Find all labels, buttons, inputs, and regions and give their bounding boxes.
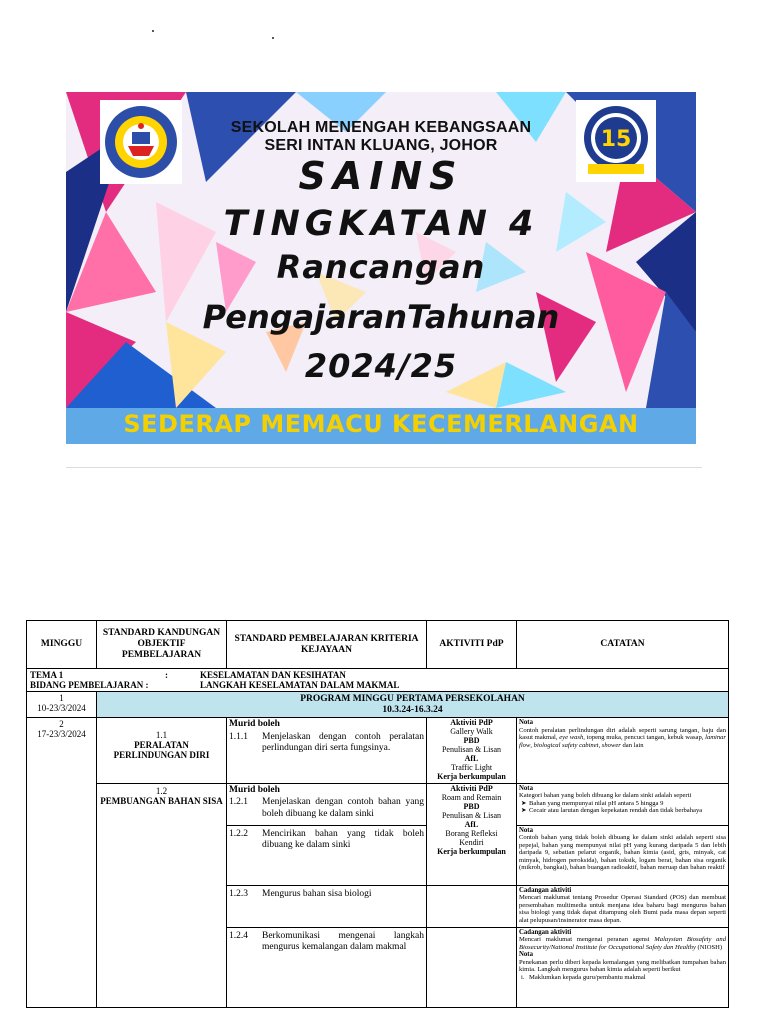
note-2-bullet-2: Cecair atau larutan dengan kepekatan rendah dan tidak berbahaya [529, 807, 703, 815]
note-2-bullet-1: Bahan yang mempunyai nilai pH antara 5 hingga 9 [529, 799, 664, 807]
note-1-text: Contoh peralatan perlindungan diri adalah seperti sarung tangan, baju dan kasut makmal, eye wash, topeng muka, pencuci tangan, kebuk wasap, laminar flow, biological safety cabinet, shower dan lain [519, 726, 726, 749]
sp-number: 1.2.4 [229, 930, 248, 941]
nota-label: Nota [519, 719, 533, 727]
sp-1-2-4-cell [227, 927, 427, 1007]
nota-label: Nota [519, 826, 533, 834]
sp-number: 1.1.1 [229, 731, 248, 742]
note-5-text: Mencari maklumat mengenai peranan agensi Malaysian Biosafety and Biosecurity/National Institute for Occupational Safety dan Healthy (NIOSH) [519, 936, 727, 951]
sk-1-2-title: PEMBUANGAN BAHAN SISA [100, 795, 223, 806]
header-standard-pembelajaran: STANDARD PEMBELAJARAN KRITERIA KEJAYAAN [227, 621, 427, 669]
school-motto: SEDERAP MEMACU KECEMERLANGAN [123, 410, 639, 438]
sp-text: Mengurus bahan sisa biologi [262, 888, 372, 899]
group-work-label: Kerja berkumpulan [437, 846, 506, 856]
week2-number: 2 [59, 719, 64, 730]
tema-label: TEMA 1 [30, 670, 64, 680]
yearly-plan-table [26, 620, 729, 1008]
note-6-text: Penekanan perlu diberi kepada kemalangan yang melibatkan tumpahan bahan kimia. Langkah mengurus bahan kimia adalah seperti berikut [519, 958, 726, 974]
sk-1-2-cell [97, 783, 227, 1007]
note-cell-1 [517, 718, 729, 784]
sk-1-2-number: 1.2 [155, 785, 168, 796]
form-title: TINGKATAN 4 [223, 204, 539, 244]
activity-method: Gallery Walk [450, 727, 493, 737]
sp-text: Menjelaskan dengan contoh bahan yang boleh dibuang ke dalam sinki [262, 797, 424, 819]
bidang-line [30, 680, 725, 690]
nota-label: Nota [519, 951, 533, 959]
sp-item [229, 829, 424, 852]
activity-empty-cell [427, 885, 517, 927]
sp-1-2-2-cell [227, 825, 427, 885]
sp-1-1-cell [227, 718, 427, 784]
nota-label: Nota [519, 784, 533, 792]
note-bullet: ➤ Cecair atau larutan dengan kepekatan rendah dan tidak berbahaya [521, 807, 703, 815]
sp-1-2-1-cell [227, 783, 427, 825]
subject-title: SAINS [298, 154, 464, 198]
sp-1-2-3-cell [227, 885, 427, 927]
sp-text: Menjelaskan dengan contoh peralatan perlindungan diri serta fungsinya. [262, 731, 424, 754]
tema-line [30, 670, 725, 680]
note-cell-4 [517, 885, 729, 927]
sp-item [229, 797, 424, 820]
week1-program-cell [97, 692, 729, 718]
note-bullet: ➤ Bahan yang mempunyai nilai pH antara 5 hingga 9 [521, 799, 664, 807]
pbd-label: PBD [463, 736, 480, 746]
week1-number: 1 [59, 693, 64, 704]
school-name-line2: SERI INTAN KLUANG, JOHOR [264, 137, 498, 154]
session-year: 2024/25 [304, 347, 458, 385]
sp-number: 1.2.3 [229, 888, 248, 899]
pbd-item: Penulisan & Lisan [441, 810, 502, 820]
week1-cell [27, 692, 97, 718]
sk-1-1-number: 1.1 [155, 730, 168, 741]
afl-label: AfL [464, 753, 479, 763]
sk-1-1-title: PERALATAN PERLINDUNGAN DIRI [113, 740, 210, 761]
header-aktiviti: AKTIVITI PdP [427, 621, 517, 669]
bidang-value: LANGKAH KESELAMATAN DALAM MAKMAL [200, 680, 400, 691]
plan-title-line1: Rancangan [276, 248, 486, 286]
note-list-item [519, 974, 726, 981]
murid-boleh-label: Murid boleh [229, 784, 280, 795]
group-work-label: Kerja berkumpulan [437, 771, 506, 781]
week2-dates: 17-23/3/2024 [37, 729, 86, 740]
header-standard-kandungan: STANDARD KANDUNGAN OBJEKTIF PEMBELAJARAN [97, 621, 227, 669]
activity-title: Aktiviti PdP [450, 783, 493, 793]
afl-item: Traffic Light [450, 762, 493, 772]
note-cell-3 [517, 825, 729, 885]
week2-cell [27, 718, 97, 1008]
cover-banner [66, 92, 696, 444]
sp-item [229, 732, 424, 755]
plan-title-line2: PengajaranTahunan [202, 298, 560, 336]
sp-text: Berkomunikasi mengenai langkah mengurus kemalangan dalam makmal [262, 930, 424, 953]
note-list-marker: i. [521, 973, 525, 981]
note-2-text: Kategori bahan yang boleh dibuang ke dalam sinki adalah seperti [519, 792, 692, 800]
anniversary-number: 15 [600, 127, 632, 152]
activity-empty-cell [427, 927, 517, 1007]
table-row-week1 [27, 692, 729, 718]
table-row-sp-1-2-1 [27, 783, 729, 825]
table-row-week2 [27, 718, 729, 784]
divider-line [66, 467, 702, 468]
tema-row [27, 669, 729, 692]
cadangan-label: Cadangan aktiviti [519, 928, 572, 936]
sp-number: 1.2.1 [229, 797, 248, 808]
header-minggu: MINGGU [27, 621, 97, 669]
school-name-line1: SEKOLAH MENENGAH KEBANGSAAN [230, 119, 532, 136]
note-3-text: Contoh bahan yang tidak boleh dibuang ke dalam sinki adalah seperti sisa pepejal, bahan yang mempunyai nilai pH yang kurang daripada 5 dan lebih daripada 9, sebatian pelarut organik, bahan kimia (asid, gris, minyak, cat minyak, hidrogen peroksida), bahan toksik, logam berat, bahan sisa organik (mikrob, bangkai), bahan buangan radioaktif, bahan meruap dan bahan reaktif [519, 834, 726, 871]
note-6-item: Maklumkan kepada guru/pembantu makmal [529, 973, 646, 981]
sp-item [229, 931, 424, 954]
afl-item: Kendiri [459, 837, 484, 847]
week1-program: PROGRAM MINGGU PERTAMA PERSEKOLAHAN [300, 694, 525, 705]
cadangan-label: Cadangan aktiviti [519, 886, 572, 894]
pbd-label: PBD [463, 801, 480, 811]
afl-item: Borang Refleksi [445, 828, 498, 838]
tema-value: KESELAMATAN DAN KESIHATAN [200, 670, 346, 680]
afl-label: AfL [464, 819, 479, 829]
sp-number: 1.2.2 [229, 828, 248, 839]
bidang-label: BIDANG PEMBELAJARAN : [30, 680, 149, 691]
activity-cell-2 [427, 783, 517, 885]
week1-dates: 10-23/3/2024 [37, 703, 86, 714]
sp-text: Mencirikan bahan yang tidak boleh dibuang ke dalam sinki [262, 828, 424, 851]
stray-dots [0, 22, 768, 42]
header-catatan: CATATAN [517, 621, 729, 669]
activity-method: Roam and Remain [441, 792, 502, 802]
table-header-row [27, 621, 729, 669]
sk-1-1-cell [97, 718, 227, 784]
note-cell-5 [517, 927, 729, 1007]
activity-cell-1 [427, 718, 517, 784]
sp-item [229, 889, 424, 900]
murid-boleh-label: Murid boleh [229, 719, 280, 730]
note-cell-2 [517, 783, 729, 825]
note-4-text: Mencari maklumat tentang Prosedur Operasi Standard (POS) dan membuat persembahan multimedia untuk menjana idea baharu bagi mengurus bahan sisa biologi yang tidak dapat ditampung oleh Bumi pada masa depan seperti alat pelupusan/insinerator masa depan. [519, 894, 726, 924]
pbd-item: Penulisan & Lisan [441, 745, 502, 755]
tema-colon: : [165, 670, 168, 680]
activity-title: Aktiviti PdP [450, 718, 493, 728]
week1-program-dates: 10.3.24-16.3.24 [382, 704, 443, 715]
